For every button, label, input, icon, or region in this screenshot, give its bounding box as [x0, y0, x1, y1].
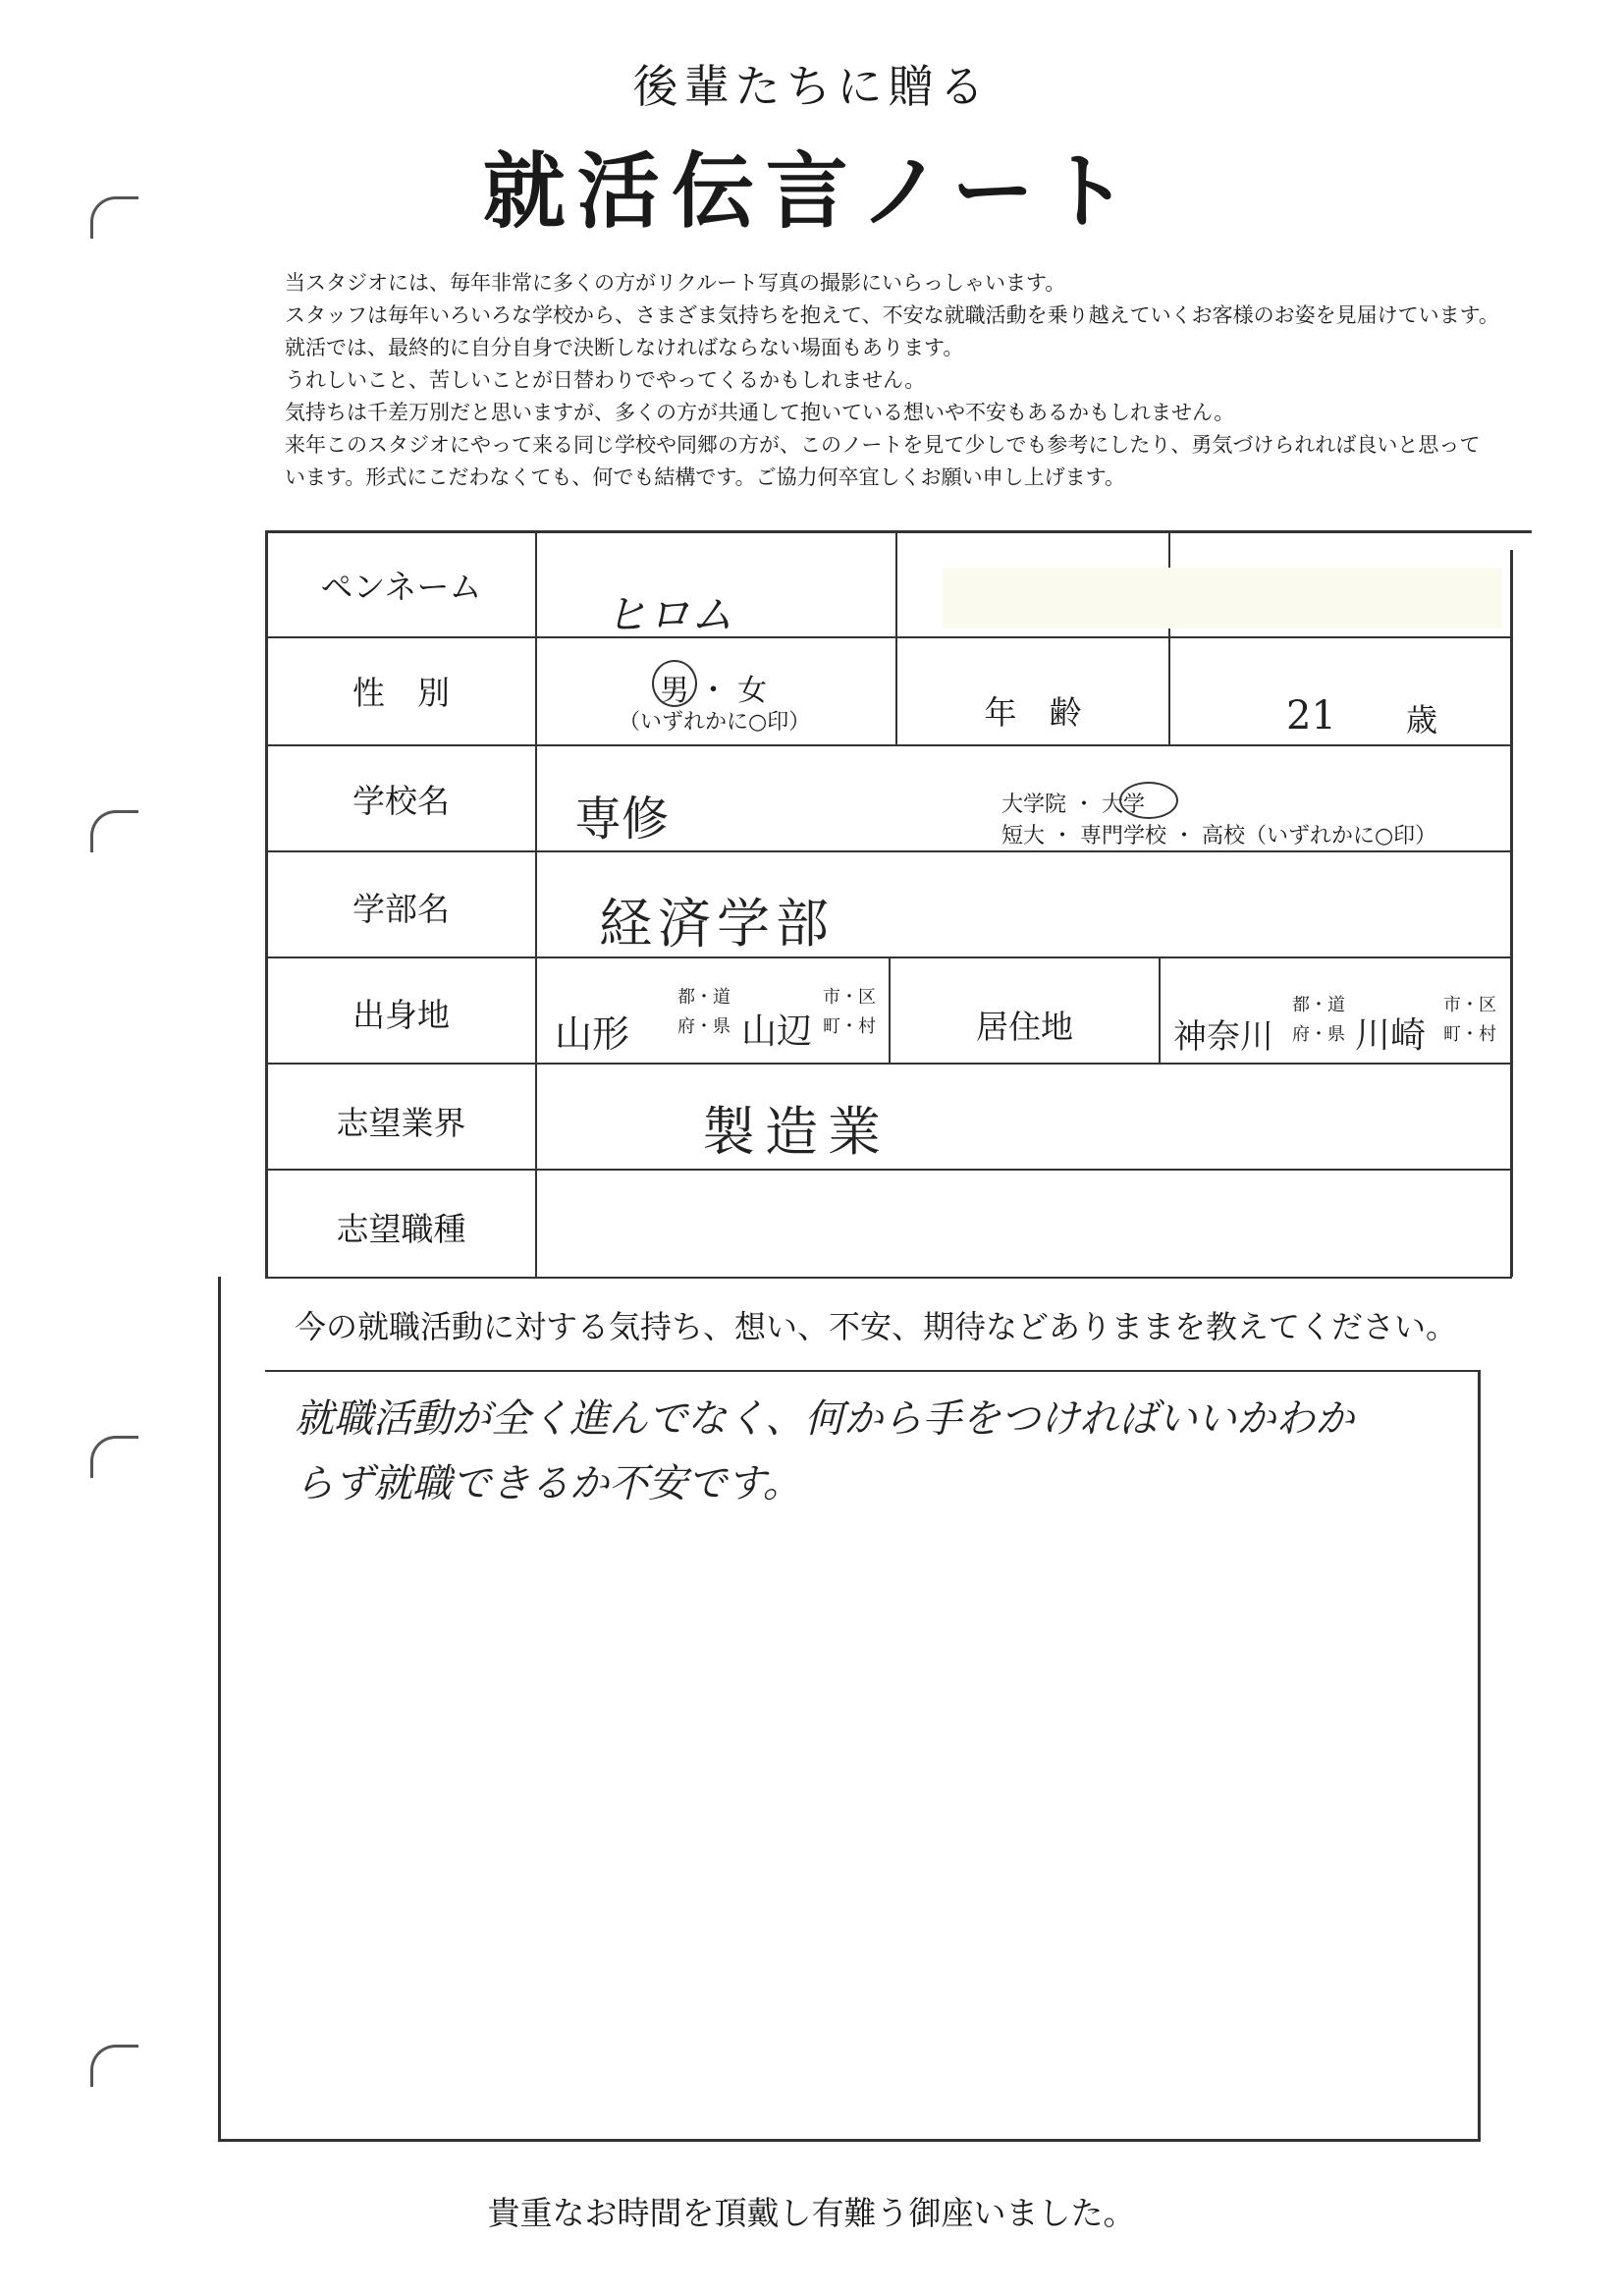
- intro-line: 気持ちは千差万別だと思いますが、多くの方が共通して抱いている想いや不安もあるかもしれません。: [285, 401, 1235, 424]
- answer-line: らず就職できるか不安です。: [295, 1461, 802, 1506]
- hometown-city-suffix-2: 町・村: [823, 1016, 876, 1037]
- label-pen-name: ペンネーム: [320, 568, 482, 606]
- residence-city-suffix-2: 町・村: [1443, 1024, 1496, 1045]
- school-circle-mark: [1119, 782, 1178, 819]
- intro-line: うれしいこと、苦しいことが日替わりでやってくるかもしれません。: [285, 368, 926, 392]
- gender-circle-mark: [652, 660, 697, 707]
- page-title: 就活伝言ノート: [482, 143, 1141, 240]
- intro-line: 当スタジオには、毎年非常に多くの方がリクルート写真の撮影にいらっしゃいます。: [285, 271, 1066, 295]
- label-residence: 居住地: [976, 1008, 1073, 1046]
- hometown-pref-suffix-2: 府・県: [677, 1016, 730, 1037]
- intro-line: スタッフは毎年いろいろな学校から、さまざま気持ちを抱えて、不安な就職活動を乗り越えていくお客様のお姿を見届けています。: [285, 303, 1499, 327]
- hometown-pref-suffix-1: 都・道: [677, 987, 730, 1008]
- name-shaded-area: [943, 568, 1502, 629]
- pen-name-value: ヒロム: [604, 590, 733, 640]
- industry-value: 製造業: [702, 1101, 891, 1163]
- question-text: 今の就職活動に対する気持ち、想い、不安、期待などありままを教えてください。: [295, 1308, 1458, 1345]
- answer-text: [295, 1387, 1522, 1516]
- binder-hole-4: [90, 2045, 138, 2087]
- hometown-city: 山辺: [741, 1011, 813, 1052]
- intro-line: 来年このスタジオにやって来る同じ学校や同郷の方が、このノートを見て少しでも参考にしたり、勇気づけられれば良いと思って: [285, 433, 1481, 457]
- intro-text: [285, 267, 1610, 494]
- school-types-line2: 短大 ・ 専門学校 ・ 高校（いずれかに○印）: [1001, 824, 1437, 848]
- gender-options: 男 ・ 女: [660, 674, 768, 708]
- residence-prefecture: 神奈川: [1173, 1017, 1273, 1057]
- residence-pref-suffix-2: 府・県: [1292, 1024, 1345, 1045]
- school-types-line1: 大学院 ・ 大学: [1001, 793, 1145, 817]
- hometown-prefecture: 山形: [555, 1012, 630, 1056]
- label-age: 年 齢: [984, 693, 1082, 732]
- label-job: 志望職種: [336, 1210, 466, 1248]
- label-faculty: 学部名: [352, 890, 450, 928]
- page-subtitle: 後輩たちに贈る: [632, 60, 991, 113]
- age-value: 21: [1286, 693, 1336, 738]
- residence-city-suffix-1: 市・区: [1443, 995, 1496, 1015]
- intro-line: 就活では、最終的に自分自身で決断しなければならない場面もあります。: [285, 336, 964, 359]
- binder-hole-3: [90, 1436, 138, 1478]
- label-school: 学校名: [352, 782, 450, 820]
- label-industry: 志望業界: [336, 1104, 466, 1142]
- school-value: 専修: [574, 792, 670, 847]
- residence-city: 川崎: [1355, 1015, 1427, 1056]
- answer-line: 就職活動が全く進んでなく、何から手をつければいいかわか: [295, 1396, 1355, 1442]
- age-unit: 歳: [1406, 701, 1438, 738]
- intro-line: います。形式にこだわなくても、何でも結構です。ご協力何卒宜しくお願い申し上げます。: [285, 465, 1125, 489]
- label-gender: 性 別: [352, 674, 450, 712]
- residence-pref-suffix-1: 都・道: [1292, 995, 1345, 1015]
- label-hometown: 出身地: [352, 996, 450, 1034]
- binder-hole-2: [90, 810, 138, 852]
- hometown-city-suffix-1: 市・区: [823, 987, 876, 1008]
- gender-note: （いずれかに○印）: [619, 710, 811, 735]
- faculty-value: 経済学部: [599, 893, 835, 955]
- footer-thanks: 貴重なお時間を頂戴し有難う御座いました。: [487, 2194, 1136, 2232]
